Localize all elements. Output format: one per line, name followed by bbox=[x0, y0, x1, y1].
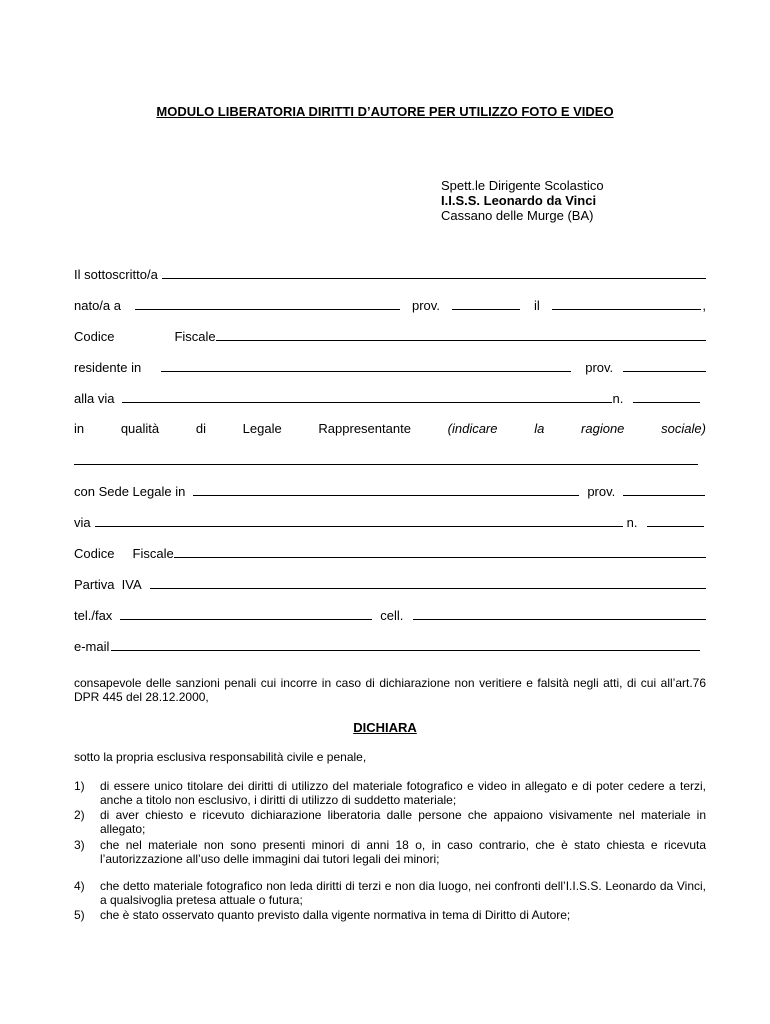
word-in: in bbox=[74, 421, 85, 436]
label-prov-nascita: prov. bbox=[412, 298, 440, 313]
label-codice-fiscale-ente: Codice Fiscale bbox=[74, 546, 174, 561]
field-alla-via bbox=[74, 390, 706, 408]
document-title: MODULO LIBERATORIA DIRITTI D’AUTORE PER UTILIZZO FOTO E VIDEO bbox=[156, 104, 614, 119]
list-item-text: che è stato osservato quanto previsto dalla vigente normativa in tema di Diritto di Autore; bbox=[100, 908, 571, 922]
list-item-number: 2) bbox=[74, 808, 85, 822]
blank-telfax[interactable] bbox=[120, 607, 372, 620]
recipient-line-3: Cassano delle Murge (BA) bbox=[441, 208, 594, 223]
field-sede-legale bbox=[74, 483, 706, 501]
list-item bbox=[74, 879, 706, 907]
field-codice-fiscale-ente bbox=[74, 545, 706, 563]
blank-prov-sede[interactable] bbox=[623, 483, 705, 496]
word-rappresentante: Rappresentante bbox=[318, 421, 411, 436]
blank-sottoscritto[interactable] bbox=[162, 266, 706, 279]
label-cell: cell. bbox=[380, 608, 404, 623]
blank-codice-fiscale-ente[interactable] bbox=[174, 545, 706, 558]
word-ragione: ragione bbox=[581, 421, 625, 436]
blank-partita-iva[interactable] bbox=[150, 576, 706, 589]
label-alla-via: alla via bbox=[74, 391, 115, 406]
label-prov-residenza: prov. bbox=[585, 360, 614, 375]
label-partita-iva: Partiva IVA bbox=[74, 577, 142, 592]
word-la: la bbox=[534, 421, 545, 436]
field-email bbox=[74, 638, 706, 656]
blank-residenza[interactable] bbox=[161, 359, 571, 372]
list-item bbox=[74, 808, 706, 836]
consapevole-paragraph: consapevole delle sanzioni penali cui incorre in caso di dichiarazione non veritiere e falsità negli atti, di cui all’art.76 DPR 445 del 28.12.2000, bbox=[74, 676, 706, 704]
label-residente: residente in bbox=[74, 360, 142, 375]
word-sociale: sociale) bbox=[661, 421, 706, 436]
blank-numero-civico[interactable] bbox=[633, 390, 700, 403]
word-indicare: (indicare bbox=[447, 421, 498, 436]
label-sede-legale: con Sede Legale in bbox=[74, 484, 186, 499]
list-item-text: di aver chiesto e ricevuto dichiarazione liberatoria dalle persone che appaiono visivamente nel materiale in allegato; bbox=[100, 808, 706, 836]
list-item-text: che detto materiale fotografico non leda diritti di terzi e non dia luogo, nei confronti dell’I.I.S.S. Leonardo da Vinci, a qualsivoglia pretesa attuale o futura; bbox=[100, 879, 706, 907]
label-numero-sede: n. bbox=[626, 515, 638, 530]
blank-cell[interactable] bbox=[413, 607, 706, 620]
recipient-line-1: Spett.le Dirigente Scolastico bbox=[441, 178, 604, 193]
list-item-text: che nel materiale non sono presenti minori di anni 18 o, in caso contrario, che è stato chiesta e ricevuta l’autorizzazione all’uso delle immagini dai tutori legali dei minori; bbox=[100, 838, 706, 866]
field-telefono bbox=[74, 607, 706, 625]
word-di: di bbox=[195, 421, 206, 436]
list-item bbox=[74, 908, 706, 922]
blank-prov-residenza[interactable] bbox=[623, 359, 706, 372]
word-qualita: qualità bbox=[120, 421, 160, 436]
label-numero-civico: n. bbox=[612, 391, 624, 406]
list-item-number: 3) bbox=[74, 838, 85, 852]
blank-numero-sede[interactable] bbox=[647, 514, 704, 527]
blank-via-sede[interactable] bbox=[95, 514, 623, 527]
list-item-number: 4) bbox=[74, 879, 85, 893]
field-partita-iva bbox=[74, 576, 706, 594]
blank-sede-legale[interactable] bbox=[193, 483, 579, 496]
dichiara-heading: DICHIARA bbox=[353, 720, 417, 735]
field-codice-fiscale bbox=[74, 328, 706, 346]
blank-via[interactable] bbox=[122, 390, 612, 403]
field-in-qualita bbox=[74, 421, 706, 436]
label-fiscale: Fiscale bbox=[174, 329, 216, 344]
label-codice: Codice bbox=[74, 329, 115, 344]
label-il: il bbox=[533, 298, 540, 313]
comma: , bbox=[702, 298, 706, 313]
list-item bbox=[74, 779, 706, 807]
blank-prov-nascita[interactable] bbox=[452, 297, 520, 310]
label-telfax: tel./fax bbox=[74, 608, 113, 623]
field-nato bbox=[74, 297, 706, 315]
blank-luogo-nascita[interactable] bbox=[135, 297, 400, 310]
label-prov-sede: prov. bbox=[587, 484, 616, 499]
list-item-text: di essere unico titolare dei diritti di utilizzo del materiale fotografico e video in allegato e di poter cedere a terzi, anche a titolo non esclusivo, i diritti di utilizzo di suddetto materiale; bbox=[100, 779, 706, 807]
field-residente bbox=[74, 359, 706, 377]
label-sottoscritto: Il sottoscritto/a bbox=[74, 267, 158, 282]
blank-email[interactable] bbox=[111, 638, 700, 651]
list-item bbox=[74, 838, 706, 866]
label-via-sede: via bbox=[74, 515, 91, 530]
label-nato: nato/a a bbox=[74, 298, 121, 313]
field-sottoscritto bbox=[74, 266, 706, 284]
responsabilita-paragraph: sotto la propria esclusiva responsabilità civile e penale, bbox=[74, 750, 367, 764]
blank-codice-fiscale[interactable] bbox=[216, 328, 706, 341]
blank-data-nascita[interactable] bbox=[552, 297, 702, 310]
list-item-number: 5) bbox=[74, 908, 85, 922]
field-via-sede bbox=[74, 514, 706, 532]
blank-ragione-sociale[interactable] bbox=[74, 452, 698, 465]
word-legale: Legale bbox=[242, 421, 282, 436]
label-email: e-mail bbox=[74, 639, 110, 654]
recipient-line-2: I.I.S.S. Leonardo da Vinci bbox=[441, 193, 597, 208]
field-ragione-sociale bbox=[74, 452, 706, 470]
list-item-number: 1) bbox=[74, 779, 85, 793]
